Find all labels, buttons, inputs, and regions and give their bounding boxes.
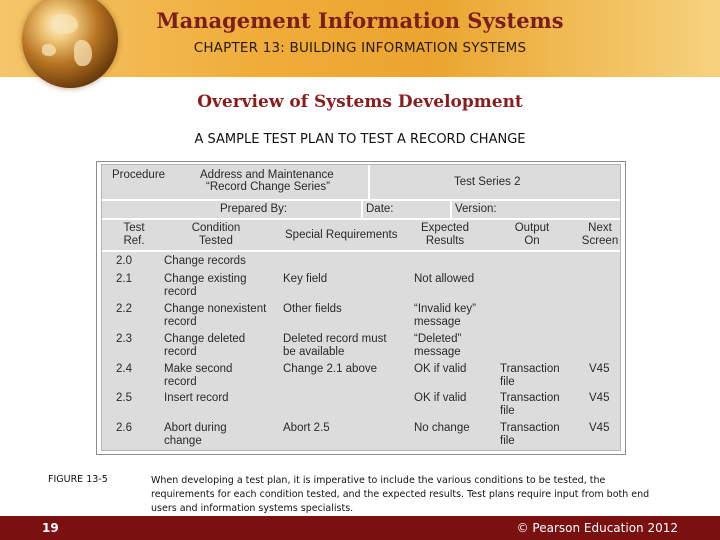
- cell-test-ref: 2.5: [116, 392, 132, 404]
- cell-next-screen: V45: [589, 422, 610, 434]
- cell-condition: Change existing record: [164, 273, 247, 298]
- chapter-title: CHAPTER 13: BUILDING INFORMATION SYSTEMS: [193, 40, 527, 56]
- slide-subtitle: A SAMPLE TEST PLAN TO TEST A RECORD CHANGE: [194, 132, 526, 147]
- cell-special: Change 2.1 above: [283, 363, 377, 375]
- procedure-label: Procedure: [112, 169, 166, 181]
- cell-next-screen: V45: [589, 363, 610, 375]
- test-series: Test Series 2: [454, 176, 521, 188]
- test-plan-figure: [96, 161, 626, 455]
- copyright: © Pearson Education 2012: [516, 521, 678, 535]
- cell-condition: Abort during change: [164, 422, 227, 447]
- table-procedure-row: [102, 165, 620, 201]
- cell-expected: No change: [414, 422, 470, 434]
- column-header-output: Output On: [514, 222, 550, 247]
- column-header-expected: Expected Results: [421, 222, 469, 247]
- table-prepared-row: [102, 201, 620, 220]
- date-label: Date:: [366, 203, 394, 215]
- table-row: [102, 333, 620, 361]
- cell-test-ref: 2.6: [116, 422, 132, 434]
- cell-expected: “Invalid key” message: [414, 303, 476, 328]
- table-column-headers: [102, 220, 620, 252]
- cell-special: Other fields: [283, 303, 342, 315]
- procedure-value-line1: Address and Maintenance: [200, 169, 334, 181]
- cell-next-screen: V45: [589, 392, 610, 404]
- column-header-next: Next Screen: [581, 222, 619, 247]
- cell-special: Key field: [283, 273, 328, 285]
- cell-condition: Change deleted record: [164, 333, 246, 358]
- table-row: [102, 273, 620, 301]
- procedure-value-line2: “Record Change Series”: [206, 181, 331, 193]
- column-header-condition: Condition Tested: [191, 222, 241, 247]
- column-header-special: Special Requirements: [285, 229, 398, 241]
- cell-output: Transaction file: [500, 392, 560, 417]
- cell-test-ref: 2.2: [116, 303, 132, 315]
- cell-condition: Make second record: [164, 363, 233, 388]
- cell-expected: Not allowed: [414, 273, 475, 285]
- page-number: 19: [42, 521, 59, 535]
- version-label: Version:: [455, 203, 497, 215]
- course-title: Management Information Systems: [156, 8, 564, 33]
- cell-output: Transaction file: [500, 422, 560, 447]
- cell-expected: OK if valid: [414, 363, 467, 375]
- cell-expected: “Deleted” message: [414, 333, 462, 358]
- cell-output: Transaction file: [500, 363, 560, 388]
- cell-special: Deleted record must be available: [283, 333, 387, 358]
- cell-expected: OK if valid: [414, 392, 467, 404]
- cell-test-ref: 2.3: [116, 333, 132, 345]
- table-row: [102, 303, 620, 331]
- footer-bar: [0, 516, 720, 540]
- column-header-test-ref: Test Ref.: [123, 222, 145, 247]
- test-plan-table: [101, 164, 621, 451]
- table-row: [102, 363, 620, 391]
- cell-test-ref: 2.0: [116, 255, 132, 267]
- table-row: [102, 392, 620, 420]
- prepared-by-label: Prepared By:: [220, 203, 288, 215]
- cell-condition: Change nonexistent record: [164, 303, 267, 328]
- figure-label: FIGURE 13-5: [48, 474, 108, 485]
- cell-test-ref: 2.4: [116, 363, 132, 375]
- cell-test-ref: 2.1: [116, 273, 132, 285]
- cell-condition: Change records: [164, 255, 246, 267]
- figure-caption: When developing a test plan, it is imperative to include the various conditions to be tested, the requirements for each condition tested, and the expected results. Test plans require input from both end users and information systems specialists.: [151, 475, 650, 514]
- slide-title: Overview of Systems Development: [197, 92, 523, 112]
- cell-condition: Insert record: [164, 392, 229, 404]
- table-row: [102, 422, 620, 450]
- cell-special: Abort 2.5: [283, 422, 330, 434]
- header-banner: [0, 0, 720, 77]
